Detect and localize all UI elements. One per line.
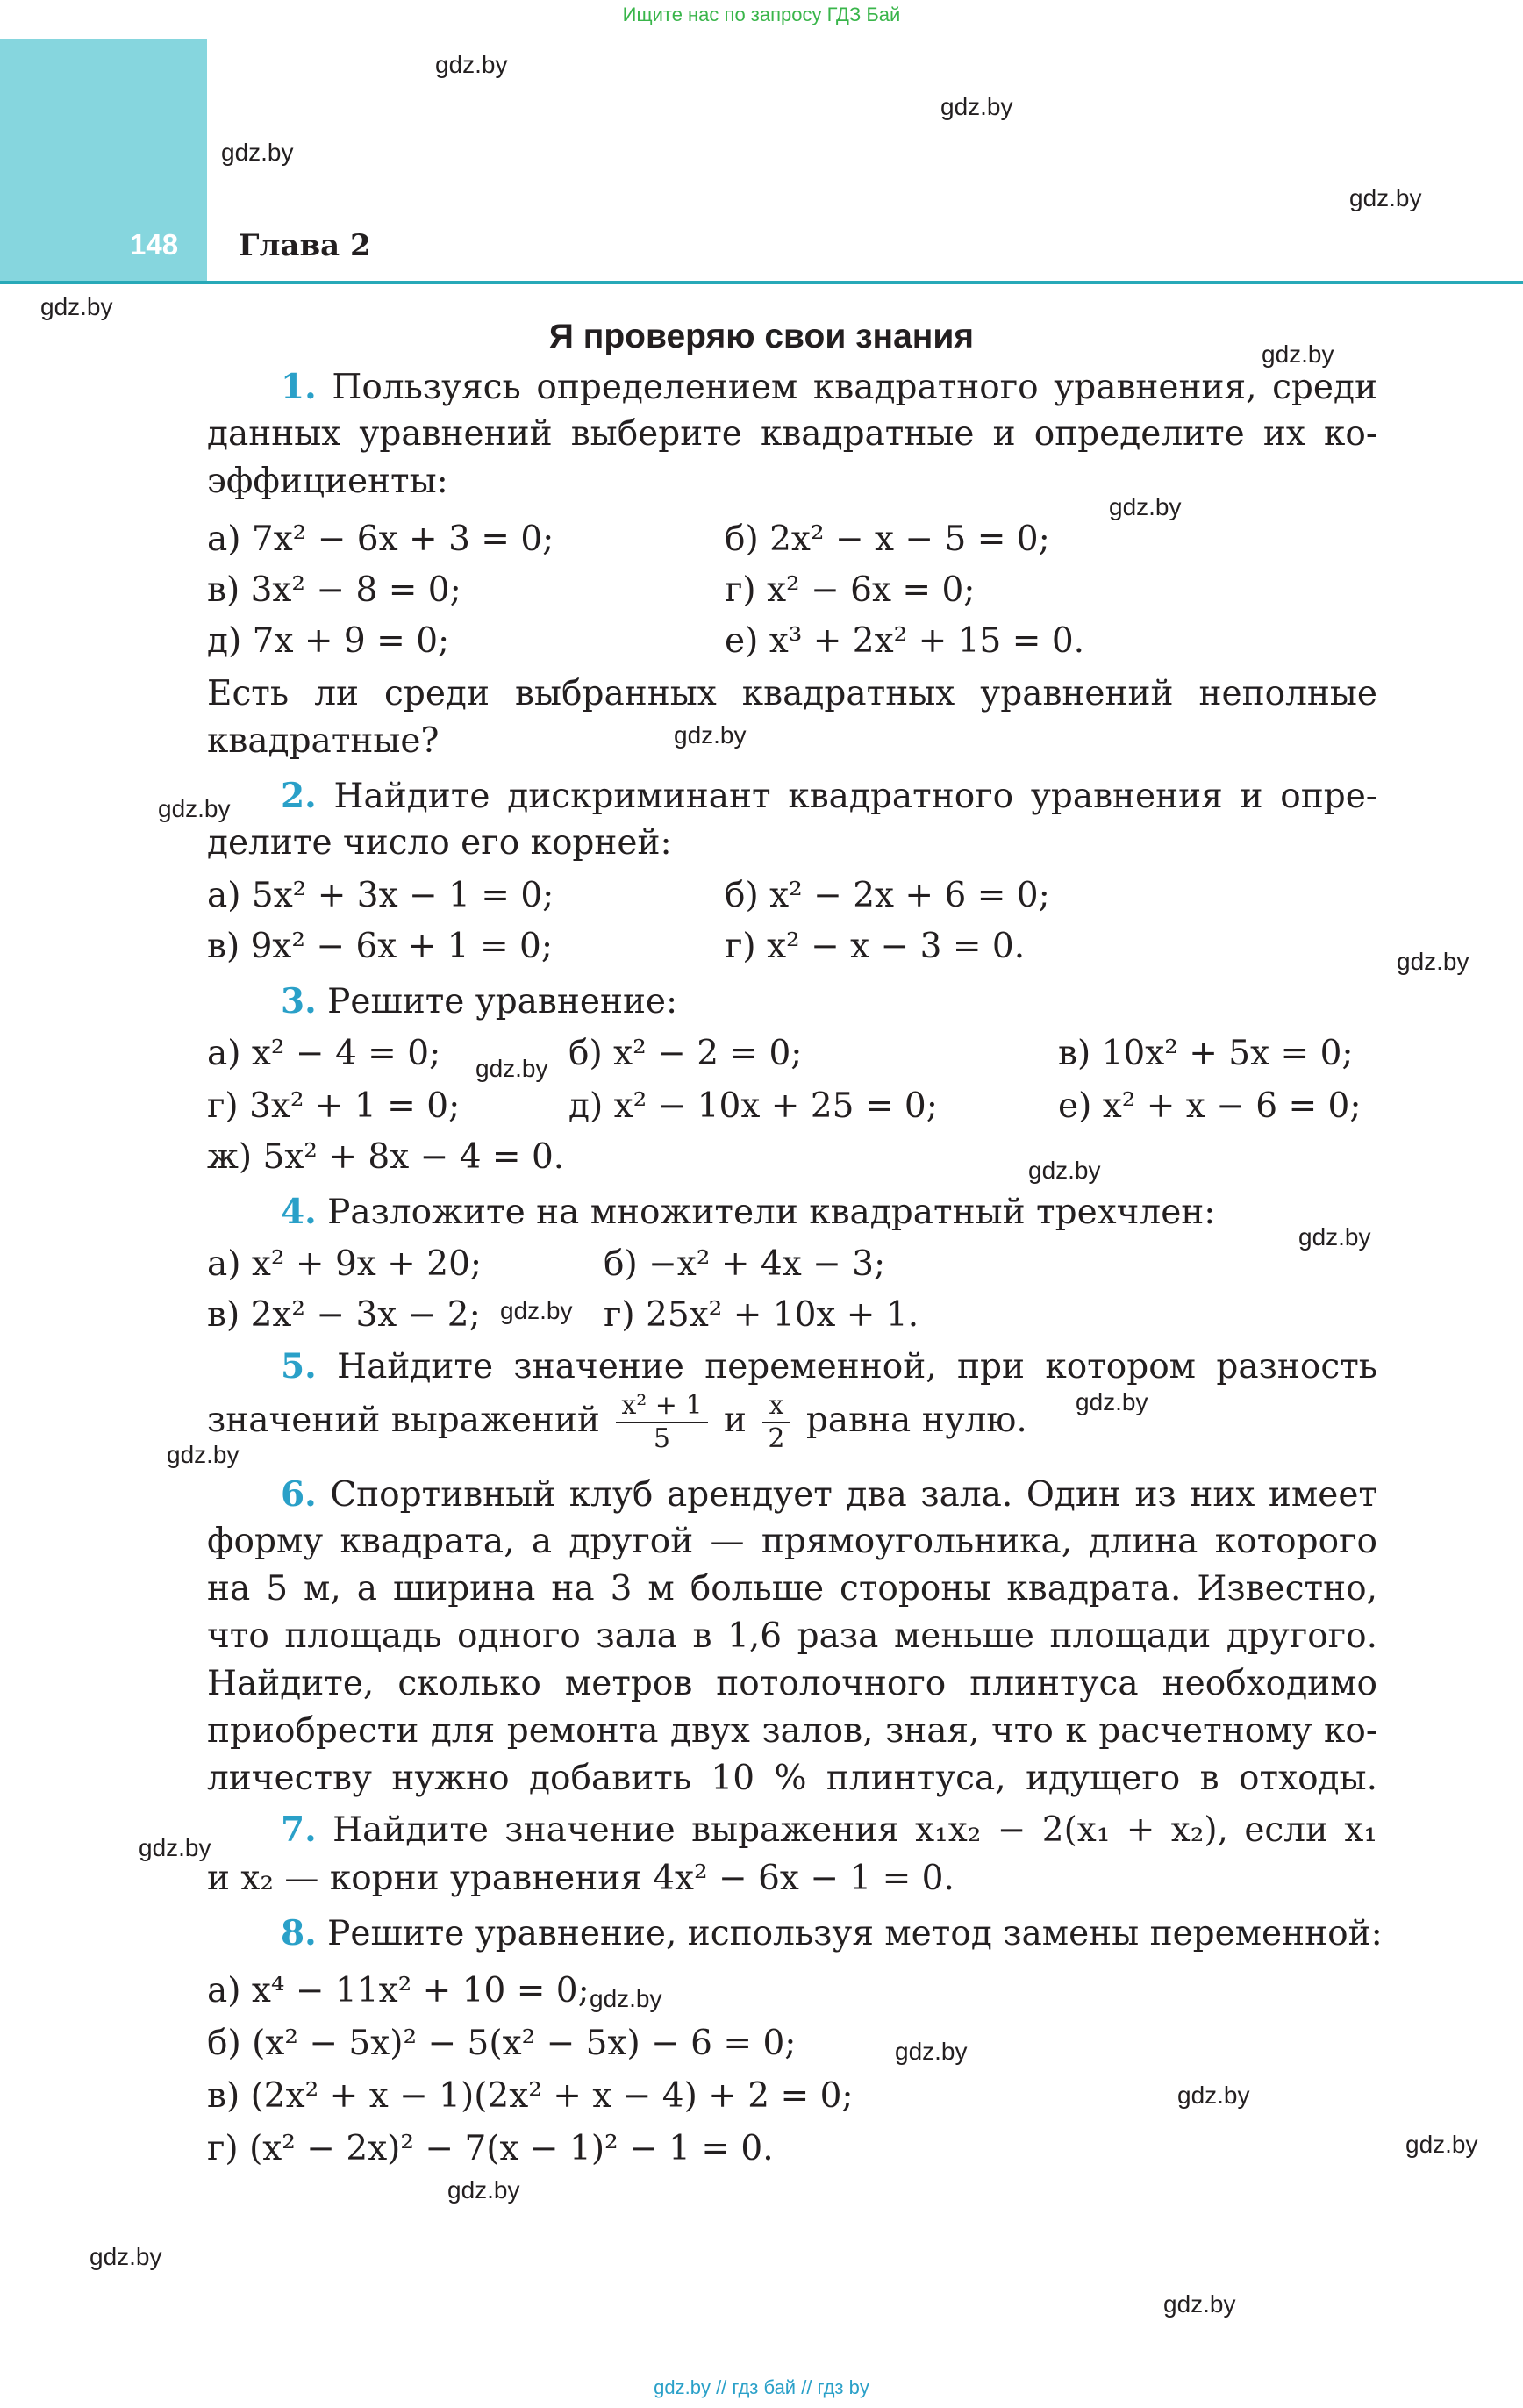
watermark: gdz.by — [158, 795, 231, 822]
item-label: в) — [207, 570, 240, 610]
watermark: gdz.by — [1076, 1388, 1148, 1415]
equation-item — [207, 567, 461, 614]
task-6-line: форму квадрата, а другой — прямоугольника, длина которого — [207, 1522, 1377, 1561]
item-label: в) — [207, 2076, 240, 2116]
watermark: gdz.by — [1298, 1223, 1371, 1251]
task-number: 3. — [281, 981, 317, 1021]
equation: 10x² + 5x = 0; — [1101, 1034, 1354, 1073]
task-2-line-1 — [207, 772, 1377, 821]
watermark: gdz.by — [1405, 2131, 1478, 2158]
fraction — [616, 1390, 707, 1455]
equation: x² − 4 = 0; — [251, 1034, 441, 1073]
equation-item — [1058, 1030, 1354, 1078]
equation: −x² + 4x − 3; — [648, 1244, 886, 1284]
fraction-denominator: 2 — [768, 1423, 785, 1454]
task-text: Решите уравнение: — [327, 982, 678, 1021]
task-text: Пользуясь определением квадратного уравнения, среди — [332, 368, 1377, 407]
chapter-title: Глава 2 — [239, 228, 371, 263]
equation: 5x² + 8x − 4 = 0. — [262, 1137, 565, 1177]
item-label: е) — [1058, 1086, 1092, 1126]
task-6-line: Найдите, сколько метров потолочного плинтуса необходимо — [207, 1664, 1377, 1703]
equation: x² − 6x = 0; — [767, 570, 976, 610]
watermark: gdz.by — [40, 293, 113, 320]
equation: x³ + 2x² + 15 = 0. — [769, 621, 1085, 661]
item-label: б) — [604, 1244, 638, 1284]
task-number: 4. — [281, 1192, 317, 1232]
watermark: gdz.by — [1163, 2290, 1236, 2318]
task-text: Решите уравнение, используя метод замены переменной: — [327, 1914, 1383, 1953]
task-1-question-line-1: Есть ли среди выбранных квадратных уравнений неполные — [207, 674, 1377, 713]
equation-item — [604, 1292, 919, 1339]
task-1-line-3: эффициенты: — [207, 462, 448, 501]
task-5-line-2 — [207, 1390, 1027, 1455]
task-number: 5. — [281, 1346, 317, 1387]
equation-item — [207, 1083, 460, 1130]
item-label: ж) — [207, 1137, 253, 1177]
watermark: gdz.by — [674, 721, 747, 749]
equation: x² − x − 3 = 0. — [767, 927, 1026, 966]
task-6-line: что площадь одного зала в 1,6 раза меньше площади другого. — [207, 1616, 1377, 1656]
task-number: 1. — [281, 367, 317, 407]
watermark: gdz.by — [895, 2038, 968, 2065]
task-text: Разложите на множители квадратный трехчлен: — [327, 1193, 1216, 1232]
equation-item — [725, 923, 1025, 971]
watermark: gdz.by — [1028, 1157, 1101, 1184]
task-1-line-2: данных уравнений выберите квадратные и определите их ко- — [207, 414, 1377, 454]
watermark: gdz.by — [940, 93, 1013, 120]
item-label: а) — [207, 1034, 241, 1073]
equation-item — [207, 2125, 774, 2173]
equation-item — [725, 567, 975, 614]
equation-item — [725, 618, 1084, 665]
equation: 3x² − 8 = 0; — [250, 570, 461, 610]
equation-item — [207, 1241, 482, 1288]
item-label: б) — [725, 520, 759, 559]
equation-item — [568, 1030, 802, 1078]
task-text: Спортивный клуб арендует два зала. Один из них имеет — [330, 1475, 1377, 1515]
equation-item — [207, 2073, 854, 2120]
task-6-line-1 — [207, 1471, 1377, 1519]
task-text: значений выражений — [207, 1401, 600, 1440]
equation-item — [207, 1134, 564, 1181]
item-label: б) — [207, 2024, 241, 2063]
watermark: gdz.by — [139, 1834, 211, 1861]
equation-item — [207, 2020, 796, 2068]
task-number: 2. — [281, 776, 317, 816]
watermark: gdz.by — [1177, 2082, 1250, 2109]
conjunction: и — [723, 1401, 747, 1440]
equation: (2x² + x − 1)(2x² + x − 4) + 2 = 0; — [250, 2076, 854, 2116]
item-label: в) — [1058, 1034, 1091, 1073]
equation: x² + x − 6 = 0; — [1102, 1086, 1362, 1126]
task-number: 6. — [281, 1474, 317, 1515]
item-label: б) — [568, 1034, 603, 1073]
task-text: Найдите значение переменной, при котором разность — [337, 1347, 1378, 1387]
watermark: gdz.by — [167, 1441, 240, 1468]
equation: (x² − 2x)² − 7(x − 1)² − 1 = 0. — [249, 2129, 774, 2168]
watermark: gdz.by — [221, 139, 294, 166]
equation: 3x² + 1 = 0; — [249, 1086, 461, 1126]
equation-item — [207, 1030, 440, 1078]
task-1-line-1 — [207, 363, 1377, 412]
watermark: gdz.by — [1262, 340, 1334, 368]
task-6-line: на 5 м, а ширина на 3 м больше стороны квадрата. Известно, — [207, 1569, 1377, 1609]
fraction — [762, 1390, 790, 1455]
watermark: gdz.by — [590, 1985, 662, 2012]
equation: x⁴ − 11x² + 10 = 0; — [251, 1971, 590, 2010]
watermark: gdz.by — [447, 2176, 520, 2204]
fraction-denominator: 5 — [653, 1423, 670, 1454]
header-rule — [0, 281, 1523, 284]
watermark: gdz.by — [475, 1055, 548, 1082]
equation: x² − 10x + 25 = 0; — [613, 1086, 938, 1126]
item-label: г) — [725, 927, 756, 966]
item-label: а) — [207, 876, 241, 915]
equation: 2x² − 3x − 2; — [250, 1295, 481, 1335]
equation: x² + 9x + 20; — [251, 1244, 483, 1284]
watermark: gdz.by — [1109, 493, 1182, 520]
task-3-line-1 — [281, 978, 677, 1026]
task-6-line: приобрести для ремонта двух залов, зная, что к расчетному ко- — [207, 1711, 1377, 1751]
equation-item — [207, 516, 554, 563]
equation-item — [604, 1241, 885, 1288]
task-2-line-2: делите число его корней: — [207, 823, 672, 863]
task-text: Найдите дискриминант квадратного уравнения и опре- — [333, 777, 1377, 816]
equation-item — [207, 618, 449, 665]
fraction-numerator: x² + 1 — [616, 1390, 707, 1423]
task-1-question-line-2: квадратные? — [207, 721, 440, 761]
item-label: е) — [725, 621, 759, 661]
equation: 9x² − 6x + 1 = 0; — [250, 927, 554, 966]
equation: x² − 2x + 6 = 0; — [769, 876, 1050, 915]
task-text: Найдите значение выражения x₁x₂ − 2(x₁ + x₂), если x₁ — [332, 1810, 1377, 1850]
equation: 2x² − x − 5 = 0; — [769, 520, 1050, 559]
task-5-line-1 — [207, 1343, 1377, 1391]
fraction-numerator: x — [762, 1390, 790, 1423]
top-banner[interactable]: Ищите нас по запросу ГДЗ Бай — [622, 4, 901, 25]
equation-item — [1058, 1083, 1362, 1130]
item-label: а) — [207, 520, 241, 559]
equation-item — [207, 1967, 590, 2015]
task-6-line: личеству нужно добавить 10 % плинтуса, идущего в отходы. — [207, 1759, 1377, 1798]
item-label: б) — [725, 876, 759, 915]
equation: 7x² − 6x + 3 = 0; — [251, 520, 554, 559]
equation: 7x + 9 = 0; — [252, 621, 450, 661]
task-number: 8. — [281, 1913, 317, 1953]
watermark: gdz.by — [89, 2243, 162, 2270]
watermark: gdz.by — [1397, 948, 1469, 975]
item-label: д) — [568, 1086, 604, 1126]
item-label: д) — [207, 621, 242, 661]
watermark: gdz.by — [500, 1297, 573, 1324]
equation-item — [207, 872, 554, 920]
item-label: г) — [725, 570, 756, 610]
task-number: 7. — [281, 1810, 317, 1850]
equation-item — [207, 1292, 481, 1339]
equation: (x² − 5x)² − 5(x² − 5x) − 6 = 0; — [252, 2024, 797, 2063]
task-4-line-1 — [281, 1188, 1215, 1236]
equation-item — [725, 516, 1050, 563]
section-title: Я проверяю свои знания — [548, 318, 975, 355]
task-text: равна нулю. — [805, 1401, 1027, 1440]
task-7-line-1 — [207, 1806, 1377, 1854]
watermark: gdz.by — [435, 51, 508, 78]
item-label: в) — [207, 927, 240, 966]
equation: 5x² + 3x − 1 = 0; — [251, 876, 554, 915]
equation-item — [207, 923, 553, 971]
equation: x² − 2 = 0; — [613, 1034, 803, 1073]
item-label: г) — [207, 2129, 239, 2168]
item-label: а) — [207, 1244, 241, 1284]
equation-item — [568, 1083, 938, 1130]
watermark: gdz.by — [1349, 184, 1422, 211]
item-label: г) — [207, 1086, 239, 1126]
page-number: 148 — [130, 228, 179, 261]
task-7-line-2: и x₂ — корни уравнения 4x² − 6x − 1 = 0. — [207, 1859, 955, 1898]
item-label: г) — [604, 1295, 635, 1335]
equation-item — [725, 872, 1050, 920]
item-label: а) — [207, 1971, 241, 2010]
task-8-line-1 — [281, 1910, 1383, 1958]
item-label: в) — [207, 1295, 240, 1335]
equation: 25x² + 10x + 1. — [646, 1295, 919, 1335]
footer-links[interactable]: gdz.by // гдз бай // гдз by — [654, 2376, 869, 2398]
